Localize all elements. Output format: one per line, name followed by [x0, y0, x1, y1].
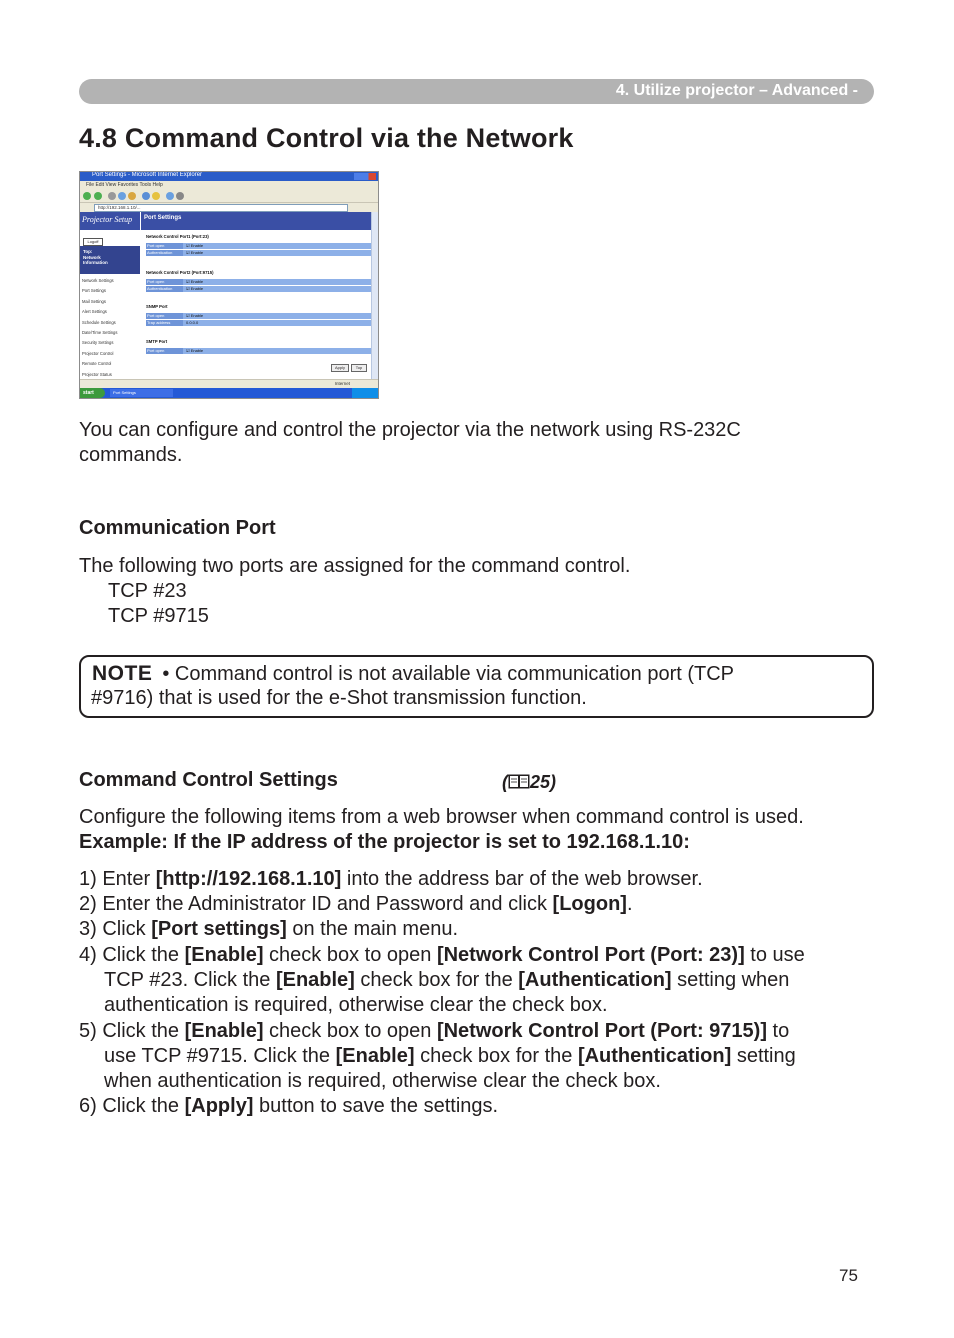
step-text: use TCP #9715. Click the: [104, 1045, 336, 1067]
browser-address-bar: [80, 203, 378, 211]
web-row-value: ☑ Enable: [186, 243, 204, 248]
web-logo: [80, 212, 140, 230]
step-text: to use: [744, 944, 805, 966]
home-icon: [128, 192, 136, 200]
search-icon: [142, 192, 150, 200]
web-setting-row: [146, 242, 371, 249]
web-page: [80, 212, 372, 379]
web-logoff-button: Logoff: [83, 238, 103, 246]
web-setting-row: [146, 249, 371, 256]
web-setting-row: [146, 319, 371, 326]
web-row-label: Authentication: [146, 286, 183, 292]
settings-intro: Configure the following items from a web browser when command control is used.: [79, 806, 804, 828]
address-text: http://192.168.1.10/...: [98, 205, 141, 210]
browser-toolbar: [80, 189, 378, 203]
ref-close: ): [550, 772, 557, 792]
web-setting-row: [146, 347, 371, 354]
favorites-icon: [152, 192, 160, 200]
web-nav-item: Projector Control: [82, 350, 114, 356]
step-bold: [Logon]: [552, 893, 627, 915]
step-1: [79, 867, 703, 892]
browser-scrollbar: [371, 212, 378, 379]
refresh-icon: [118, 192, 126, 200]
step-bold: [http://192.168.1.10]: [155, 868, 342, 890]
step-bold: [Enable]: [184, 1020, 264, 1042]
step-text: to: [766, 1020, 790, 1042]
web-main: [141, 212, 372, 379]
web-row-value: ☑ Enable: [186, 313, 204, 318]
web-nav-item: Port Settings: [82, 288, 106, 294]
header-bar: [79, 79, 874, 104]
step-text: setting when: [671, 969, 790, 991]
step-bold: [Port settings]: [151, 918, 287, 940]
web-row-value: 0.0.0.0: [186, 320, 199, 325]
communication-port-heading: Communication Port: [79, 517, 276, 539]
header-section-label: 4. Utilize projector – Advanced -: [615, 82, 858, 99]
web-top-nav-text: Top: Network Information: [83, 249, 108, 265]
note-text-1: • Command control is not available via communication port (TCP: [162, 663, 735, 685]
step-text: check box to open: [263, 1020, 437, 1042]
step-text: button to save the settings.: [253, 1095, 499, 1117]
web-nav-item: Network Settings: [82, 278, 114, 283]
web-row-value: ☑ Enable: [186, 279, 204, 284]
step-5-line-3: when authentication is required, otherwise clear the check box.: [104, 1070, 661, 1092]
step-5-line-1: [79, 1019, 789, 1044]
step-bold: [Enable]: [184, 944, 264, 966]
intro-line-2: commands.: [79, 444, 183, 466]
step-4-line-2: [104, 968, 789, 993]
step-text: .: [626, 893, 633, 915]
step-bold: [Authentication]: [518, 969, 672, 991]
web-nav-item: Security Settings: [82, 340, 114, 346]
step-text: 4) Click the: [79, 944, 185, 966]
window-controls-icon: [354, 173, 376, 180]
stop-icon: [108, 192, 116, 200]
print-icon: [176, 192, 184, 200]
step-text: TCP #23. Click the: [104, 969, 276, 991]
port-item: TCP #23: [108, 580, 187, 602]
port-item: TCP #9715: [108, 605, 209, 627]
step-text: 1) Enter: [79, 868, 156, 890]
taskbar-item: Port Settings: [110, 389, 173, 397]
step-text: check box to open: [263, 944, 437, 966]
page-number: 75: [839, 1266, 858, 1285]
web-row-value: ☑ Enable: [186, 348, 204, 353]
browser-statusbar: [80, 379, 378, 388]
back-icon: [83, 192, 91, 200]
step-text: 3) Click: [79, 918, 152, 940]
step-text: 5) Click the: [79, 1020, 185, 1042]
web-apply-button: Apply: [331, 364, 349, 372]
intro-line-1: You can configure and control the projector via the network using RS-232C: [79, 419, 741, 441]
browser-titlebar: [80, 172, 378, 181]
system-tray: [352, 388, 378, 398]
web-setting-row: [146, 285, 371, 292]
step-5-line-2: [104, 1044, 796, 1069]
browser-window-title: Port Settings - Microsoft Internet Explorer: [92, 172, 203, 178]
step-text: into the address bar of the web browser.: [341, 868, 703, 890]
web-row-label: Authentication: [146, 250, 183, 256]
step-bold: [Network Control Port (Port: 9715)]: [436, 1020, 767, 1042]
mail-icon: [166, 192, 174, 200]
step-6: [79, 1094, 498, 1119]
web-left-menu: [80, 212, 140, 379]
ref-page: 25: [530, 772, 551, 792]
web-top-button: Top: [351, 364, 367, 372]
communication-port-text: The following two ports are assigned for the command control.: [79, 555, 631, 577]
note-line-1: [92, 661, 734, 687]
web-row-value: ☑ Enable: [186, 250, 204, 255]
step-text: check box for the: [354, 969, 519, 991]
web-row-label: Port open: [146, 279, 183, 285]
step-4-line-3: authentication is required, otherwise clear the check box.: [104, 994, 608, 1016]
web-row-value: ☑ Enable: [186, 286, 204, 291]
page-title: 4.8 Command Control via the Network: [79, 123, 574, 153]
web-logo-text: Projector Setup: [82, 215, 133, 224]
step-text: setting: [731, 1045, 796, 1067]
windows-taskbar: [80, 388, 378, 398]
web-row-label: Trap address: [146, 320, 183, 326]
browser-menubar: [80, 181, 378, 189]
step-text: 6) Click the: [79, 1095, 185, 1117]
web-nav-list: [82, 276, 138, 390]
web-nav-item: Remote Control: [82, 361, 112, 367]
web-setting-row: [146, 312, 371, 319]
step-bold: [Network Control Port (Port: 23)]: [436, 944, 745, 966]
step-bold: [Enable]: [335, 1045, 415, 1067]
browser-menu-text: File Edit View Favorites Tools Help: [86, 182, 163, 188]
start-button: start: [80, 388, 105, 398]
book-icon: [508, 774, 530, 789]
web-top-nav: [80, 246, 140, 274]
step-2: [79, 892, 633, 917]
port-settings-screenshot: [79, 171, 379, 399]
web-page-title: Port Settings: [144, 215, 182, 221]
note-line-2: #9716) that is used for the e-Shot transmission function.: [91, 687, 587, 709]
note-box: [79, 655, 874, 718]
web-nav-item: Alert Settings: [82, 309, 107, 315]
web-nav-item: Projector Status: [82, 371, 112, 377]
web-section-title: Network Control Port1 (Port:23): [146, 234, 209, 239]
step-text: on the main menu.: [286, 918, 459, 940]
web-nav-item: Date/Time Settings: [82, 330, 118, 336]
web-section-title: SNMP Port: [146, 304, 168, 309]
ref-open: (: [502, 772, 508, 792]
step-4-line-1: [79, 943, 805, 968]
web-section-title: SMTP Port: [146, 339, 168, 344]
web-setting-row: [146, 278, 371, 285]
command-settings-heading: Command Control Settings: [79, 769, 338, 791]
step-bold: [Enable]: [275, 969, 355, 991]
web-nav-item: Mail Settings: [82, 298, 106, 304]
web-row-label: Port open: [146, 348, 183, 354]
forward-icon: [94, 192, 102, 200]
web-page-title-bar: [141, 212, 372, 230]
step-text: check box for the: [414, 1045, 578, 1067]
web-section-title: Network Control Port2 (Port:9715): [146, 270, 214, 275]
browser-status-text: Internet: [334, 381, 350, 386]
page-reference: [502, 772, 556, 793]
address-field: [94, 204, 348, 212]
step-bold: [Apply]: [184, 1095, 254, 1117]
web-row-label: Port open: [146, 243, 183, 249]
step-3: [79, 917, 458, 942]
web-nav-item: Schedule Settings: [82, 319, 116, 325]
settings-example: Example: If the IP address of the projector is set to 192.168.1.10:: [79, 831, 690, 853]
step-text: 2) Enter the Administrator ID and Password and click: [79, 893, 553, 915]
note-tag: NOTE: [92, 662, 153, 685]
web-row-label: Port open: [146, 313, 183, 319]
step-bold: [Authentication]: [577, 1045, 732, 1067]
